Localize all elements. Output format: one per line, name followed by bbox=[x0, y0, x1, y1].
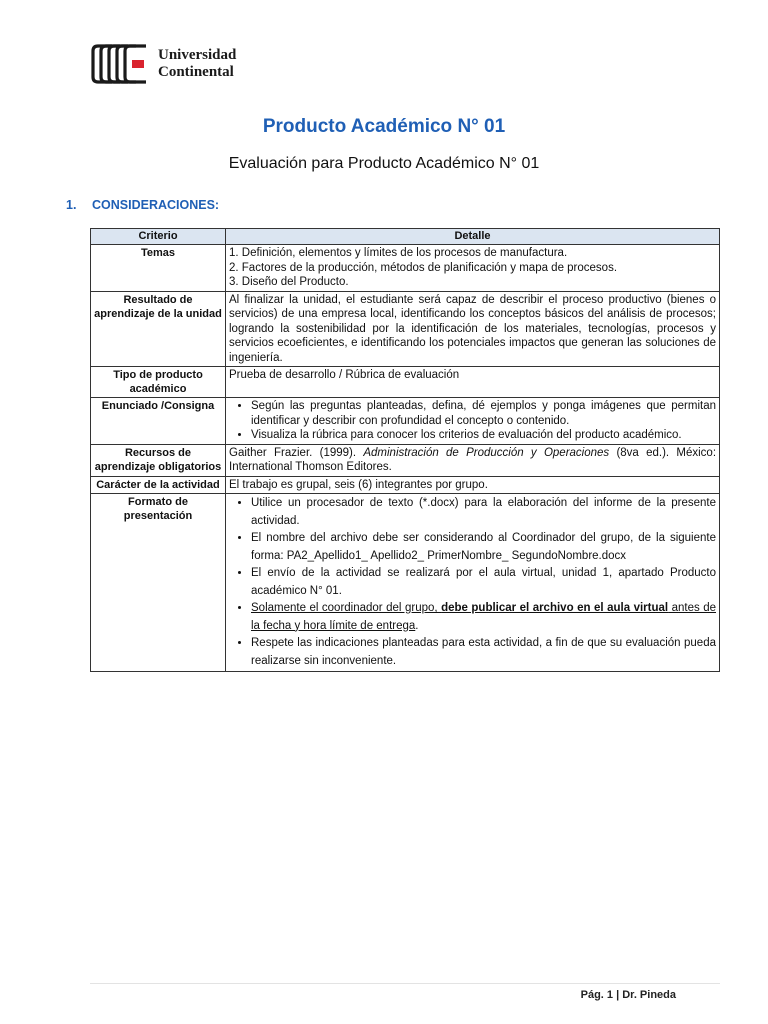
logo-line-1: Universidad bbox=[158, 47, 237, 63]
table-row-tipo bbox=[91, 367, 720, 398]
criterio-enunciado: Enunciado /Consigna bbox=[91, 398, 226, 445]
detalle-recursos bbox=[226, 444, 720, 476]
table-row-formato bbox=[91, 494, 720, 672]
considerations-table bbox=[90, 228, 720, 672]
detalle-enunciado bbox=[226, 398, 720, 445]
item4-text-c: antes de la fecha y hora límite de entrega bbox=[251, 602, 716, 632]
reference-title: Administración de Producción y Operaciones bbox=[363, 446, 610, 459]
section-heading bbox=[66, 198, 219, 212]
logo-line-2: Continental bbox=[158, 64, 234, 80]
formato-list bbox=[229, 495, 716, 670]
criterio-caracter: Carácter de la actividad bbox=[91, 476, 226, 494]
university-logo bbox=[90, 42, 236, 86]
header-criterio: Criterio bbox=[91, 229, 226, 245]
detalle-tipo: Prueba de desarrollo / Rúbrica de evaluación bbox=[226, 367, 720, 398]
section-label: CONSIDERACIONES: bbox=[92, 198, 220, 212]
table-row-recursos bbox=[91, 444, 720, 476]
tema-item: 2. Factores de la producción, métodos de planificación y mapa de procesos. bbox=[229, 261, 618, 274]
table-row-enunciado bbox=[91, 398, 720, 445]
page-subtitle: Evaluación para Producto Académico N° 01 bbox=[228, 155, 540, 172]
detalle-resultado: Al finalizar la unidad, el estudiante será capaz de describir el proceso productivo (bienes o servicios) de una empresa local, identificando los conceptos básicos del análisis de procesos; logrando la sostenibilidad por la identificación de los materiales, tecnologías, procesos y servicios ecoeficientes, e identificando los potenciales impactos que generan las soluciones de ingeniería. bbox=[226, 291, 720, 367]
table-header-row bbox=[91, 229, 720, 245]
page-title: Producto Académico N° 01 bbox=[262, 116, 506, 137]
table-row-caracter bbox=[91, 476, 720, 494]
item4-text-b: debe publicar el archivo en el aula virtual bbox=[441, 602, 669, 614]
list-item: • Respete las indicaciones planteadas para esta actividad, a fin de que su evaluación pueda realizarse sin inconveniente. bbox=[251, 635, 716, 670]
section-number: 1. bbox=[66, 198, 77, 212]
detalle-caracter: El trabajo es grupal, seis (6) integrantes por grupo. bbox=[226, 476, 720, 494]
list-item: • Visualiza la rúbrica para conocer los criterios de evaluación del producto académico. bbox=[251, 428, 716, 443]
detalle-formato bbox=[226, 494, 720, 672]
detalle-temas bbox=[226, 245, 720, 292]
footer-divider bbox=[90, 983, 720, 984]
list-item: • Según las preguntas planteadas, defina, dé ejemplos y ponga imágenes que permitan identificar y describir con profundidad el concepto o contenido. bbox=[251, 399, 716, 428]
criterio-temas: Temas bbox=[91, 245, 226, 292]
criterio-tipo: Tipo de producto académico bbox=[91, 367, 226, 398]
item4-text-d: . bbox=[415, 619, 419, 632]
page-footer: Pág. 1 | Dr. Pineda bbox=[580, 989, 676, 1001]
list-item: • El nombre del archivo debe ser considerando al Coordinador del grupo, de la siguiente forma: PA2_Apellido1_ Apellido2_ PrimerNombre_ SegundoNombre.docx bbox=[251, 530, 716, 565]
enunciado-list bbox=[229, 399, 716, 443]
tema-item: 3. Diseño del Producto. bbox=[229, 276, 349, 288]
list-item bbox=[251, 600, 716, 635]
reference-author: Gaither Frazier. (1999). bbox=[229, 446, 364, 459]
criterio-formato: Formato de presentación bbox=[91, 494, 226, 672]
list-item: • Utilice un procesador de texto (*.docx) para la elaboración del informe de la presente actividad. bbox=[251, 495, 716, 530]
reference-publisher: (8va ed.). México: International Thomson Editores. bbox=[229, 446, 717, 473]
logo-mark-icon bbox=[90, 42, 148, 86]
table-row-resultado bbox=[91, 291, 720, 367]
criterio-recursos: Recursos de aprendizaje obligatorios bbox=[91, 444, 226, 476]
header-detalle: Detalle bbox=[226, 229, 720, 245]
item4-text-a: Solamente el coordinador del grupo, bbox=[251, 602, 442, 614]
list-item: • El envío de la actividad se realizará por el aula virtual, unidad 1, apartado Producto académico N° 01. bbox=[251, 565, 716, 600]
table-row-temas bbox=[91, 245, 720, 292]
criterio-resultado: Resultado de aprendizaje de la unidad bbox=[91, 291, 226, 367]
tema-item: 1. Definición, elementos y límites de los procesos de manufactura. bbox=[229, 247, 568, 259]
